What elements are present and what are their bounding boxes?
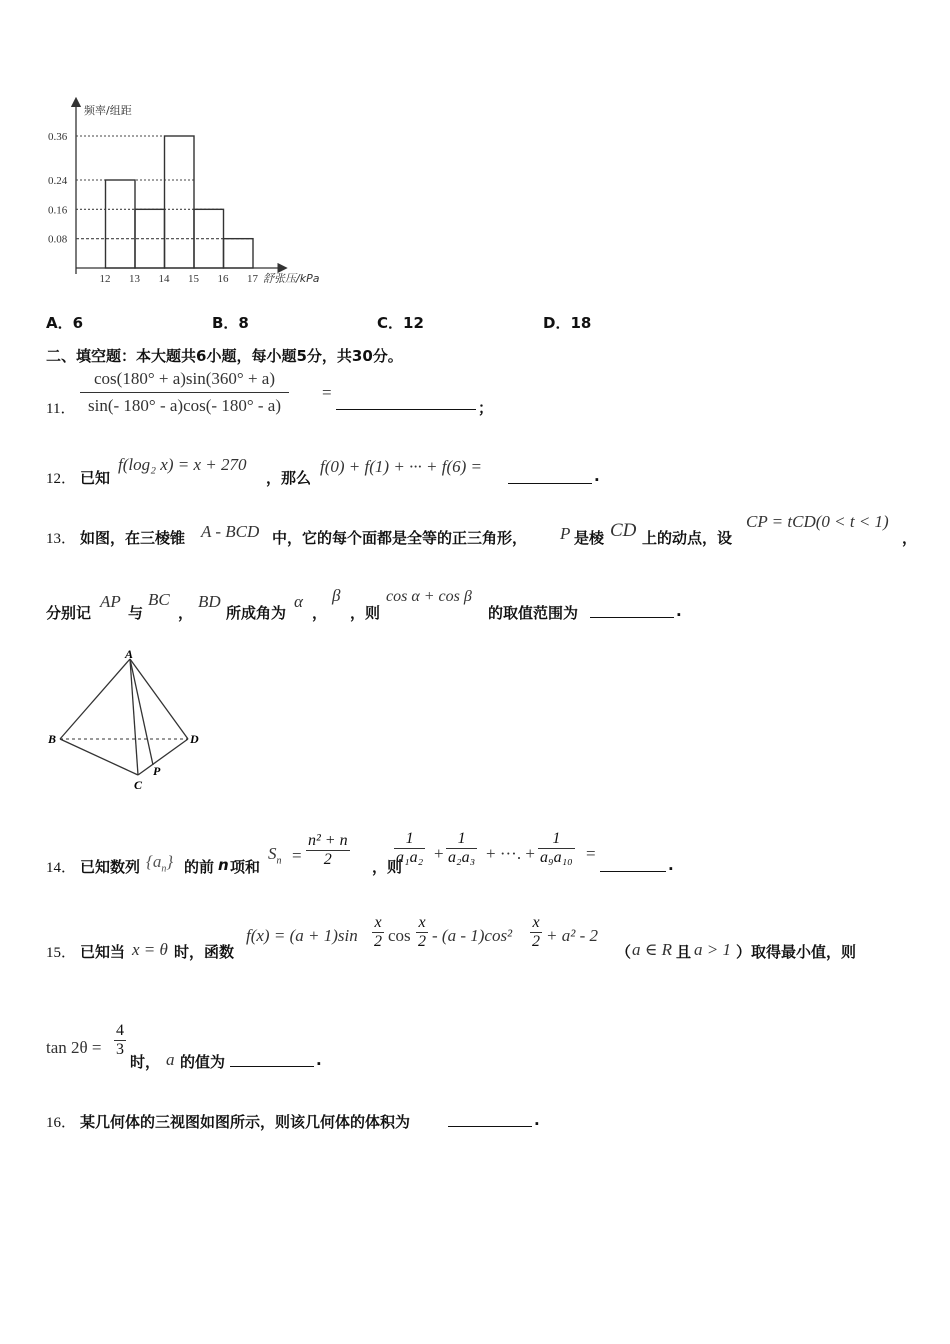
q14-text1: 已知数列 bbox=[80, 858, 141, 876]
q14-text2: 的前 bbox=[184, 858, 215, 876]
q13-answer-blank[interactable] bbox=[590, 603, 674, 618]
choice-a: A．6 bbox=[46, 314, 84, 332]
q11-equals: = bbox=[322, 383, 332, 402]
q12-lead: 已知 bbox=[80, 469, 111, 487]
x-tick-label: 12 bbox=[99, 273, 111, 285]
q13-text3: 是棱 bbox=[574, 529, 605, 547]
q14-eq2: = bbox=[586, 844, 596, 863]
q14-term2 bbox=[446, 830, 477, 867]
q14-sn-fraction bbox=[306, 832, 350, 869]
q14-term3-num: 1 bbox=[538, 830, 575, 849]
q15-tan-frac bbox=[114, 1022, 126, 1059]
q13-tetrahedron-name: A - BCD bbox=[201, 522, 260, 541]
q14-dots: + ···. + bbox=[486, 844, 535, 863]
q14-term1 bbox=[394, 830, 425, 867]
q15-number: 15． bbox=[46, 945, 77, 961]
q13-point-p: P bbox=[560, 524, 571, 543]
q14-s-letter: S bbox=[268, 844, 277, 863]
x-axis-label: 舒张压/kPa bbox=[263, 272, 320, 285]
q13-text1: 如图，在三棱锥 bbox=[80, 529, 186, 547]
q15-a: a bbox=[166, 1050, 175, 1069]
q13-text5: ， bbox=[902, 529, 918, 547]
q15-func-tail: + a² - 2 bbox=[546, 926, 598, 945]
x-tick-label: 17 bbox=[247, 273, 258, 285]
choice-d: D．18 bbox=[543, 314, 592, 332]
q12-number: 12． bbox=[46, 471, 77, 487]
q13-beta: β bbox=[332, 586, 341, 605]
q13-number: 13． bbox=[46, 531, 77, 547]
q14-term2-den: a₂a₃ bbox=[448, 849, 476, 866]
q13-segment-bc: BC bbox=[148, 590, 170, 609]
q15-tan-lead: tan 2θ = bbox=[46, 1038, 102, 1057]
q14-tail: . bbox=[668, 856, 674, 874]
q15-frac1-den: 2 bbox=[374, 933, 382, 950]
x-tick-label: 15 bbox=[188, 273, 199, 285]
q12-expression: f(0) + f(1) + ··· + f(6) = bbox=[320, 457, 483, 476]
tetrahedron-figure bbox=[40, 644, 210, 796]
q13-tail: . bbox=[676, 602, 682, 620]
q13-text7: 与 bbox=[128, 604, 144, 622]
q15-cond-ar: a ∈ R bbox=[632, 940, 672, 959]
q16-answer-blank[interactable] bbox=[448, 1112, 532, 1127]
y-axis-label: 频率/组距 bbox=[84, 104, 132, 117]
q14-seq-sub: n bbox=[161, 863, 167, 875]
q15-frac1 bbox=[372, 914, 384, 951]
q15-frac3 bbox=[530, 914, 542, 951]
q15-frac1-num: x bbox=[372, 914, 384, 933]
q15-tail: . bbox=[316, 1051, 322, 1069]
q14-term2-num: 1 bbox=[446, 830, 477, 849]
q11-number: 11． bbox=[46, 401, 76, 417]
y-tick-label: 0.36 bbox=[48, 131, 68, 143]
histogram-bar bbox=[106, 180, 136, 268]
q14-number: 14． bbox=[46, 860, 77, 876]
q13-text10: ， bbox=[312, 604, 328, 622]
q15-x-theta: x = θ bbox=[132, 940, 168, 959]
q15-text3: 时， bbox=[130, 1053, 161, 1071]
q11-answer-blank[interactable] bbox=[336, 395, 476, 410]
q14-text3: 项和 bbox=[230, 858, 261, 876]
q15-text4: 的值为 bbox=[180, 1053, 226, 1071]
q15-cos: cos bbox=[388, 926, 411, 945]
label-a: A bbox=[125, 647, 134, 661]
q14-term1-den: a₁a₂ bbox=[396, 849, 424, 866]
q15-cond-close: ）取得最小值，则 bbox=[736, 943, 857, 961]
y-tick-label: 0.08 bbox=[48, 233, 68, 246]
q13-text2: 中，它的每个面都是全等的正三角形， bbox=[272, 529, 528, 547]
q13-condition: CP = tCD(0 < t < 1) bbox=[746, 512, 889, 531]
label-p: P bbox=[153, 764, 161, 778]
label-b: B bbox=[48, 732, 57, 746]
q15-cond-a-gt-1: a > 1 bbox=[694, 940, 731, 959]
q11-numerator: cos(180° + a)sin(360° + a) bbox=[80, 369, 289, 393]
q14-term1-num: 1 bbox=[394, 830, 425, 849]
q14-sn-numerator: n² + n bbox=[308, 832, 348, 849]
edge-bc bbox=[60, 739, 138, 775]
q13-text9: 所成角为 bbox=[226, 604, 287, 622]
q15-tan-den: 3 bbox=[116, 1041, 124, 1058]
q14-eq: = bbox=[292, 846, 302, 865]
section2-heading: 二、填空题：本大题共6小题，每小题5分，共30分。 bbox=[46, 347, 403, 365]
histogram-bar bbox=[224, 239, 254, 268]
q15-frac3-num: x bbox=[530, 914, 542, 933]
histogram-chart bbox=[40, 96, 350, 296]
x-tick-label: 16 bbox=[217, 273, 229, 285]
q15-frac2-num: x bbox=[416, 914, 428, 933]
x-tick-label: 14 bbox=[158, 273, 170, 285]
edge-ab bbox=[60, 659, 130, 739]
q16-number: 16． bbox=[46, 1115, 77, 1131]
q12-tail: . bbox=[594, 467, 600, 485]
q14-term3-den: a₉a₁₀ bbox=[540, 849, 573, 866]
q15-cond-and: 且 bbox=[676, 943, 692, 961]
q16-text: 某几何体的三视图如图所示，则该几何体的体积为 bbox=[80, 1113, 411, 1131]
choice-b: B．8 bbox=[212, 314, 249, 332]
q15-func-mid: - (a - 1)cos² bbox=[432, 926, 513, 945]
q14-plus: + bbox=[434, 844, 444, 863]
q12-answer-blank[interactable] bbox=[508, 469, 592, 484]
q13-text8: ， bbox=[178, 604, 194, 622]
q14-n: n bbox=[218, 856, 229, 874]
q11-tail: ； bbox=[478, 399, 494, 417]
histogram-bar bbox=[165, 136, 195, 268]
edge-cd bbox=[138, 739, 188, 775]
q15-frac3-den: 2 bbox=[532, 933, 540, 950]
q13-text6: 分别记 bbox=[46, 604, 92, 622]
q14-sn-denominator: 2 bbox=[323, 851, 332, 868]
q14-seq-letter: a bbox=[152, 852, 162, 871]
q15-frac2 bbox=[416, 914, 428, 951]
q11-denominator: sin(- 180° - a)cos(- 180° - a) bbox=[88, 396, 281, 415]
q15-tan-num: 4 bbox=[116, 1022, 124, 1039]
q13-segment-bd: BD bbox=[198, 592, 221, 611]
q15-cond-open: （ bbox=[616, 943, 632, 961]
x-tick-label: 13 bbox=[129, 273, 140, 285]
q16-tail: . bbox=[534, 1111, 540, 1129]
q13-cos-sum: cos α + cos β bbox=[386, 588, 472, 605]
q14-term3 bbox=[538, 830, 575, 867]
q14-s-sub: n bbox=[276, 855, 282, 867]
q15-answer-blank[interactable] bbox=[230, 1052, 314, 1067]
histogram-labels bbox=[48, 103, 320, 285]
label-d: D bbox=[190, 732, 199, 746]
q15-text2: 时，函数 bbox=[174, 943, 235, 961]
q11-fraction bbox=[80, 369, 289, 416]
q12-function: f(log₂ x) = x + 270 bbox=[118, 455, 247, 474]
q14-answer-blank[interactable] bbox=[600, 857, 666, 872]
q15-frac2-den: 2 bbox=[418, 933, 426, 950]
histogram-bar bbox=[135, 209, 165, 268]
label-c: C bbox=[134, 778, 143, 792]
q12-mid: ，那么 bbox=[266, 469, 312, 487]
choice-c: C．12 bbox=[377, 314, 424, 332]
q14-text4: ，则 bbox=[372, 858, 403, 876]
q14-sequence: $\{a_n\}$ bbox=[146, 852, 174, 875]
histogram-axes bbox=[76, 102, 283, 274]
histogram-bars bbox=[106, 136, 254, 268]
q13-text4: 上的动点，设 bbox=[642, 529, 733, 547]
q13-segment-ap: AP bbox=[100, 592, 121, 611]
q13-text12: 的取值范围为 bbox=[488, 604, 579, 622]
y-tick-label: 0.24 bbox=[48, 175, 68, 187]
y-tick-label: 0.16 bbox=[48, 204, 68, 217]
q14-sn bbox=[268, 844, 282, 866]
q13-alpha: α bbox=[294, 592, 303, 611]
q15-func-lead: f(x) = (a + 1)sin bbox=[246, 926, 358, 945]
q13-edge-cd: CD bbox=[610, 520, 637, 541]
q13-text11: ，则 bbox=[350, 604, 381, 622]
q15-text1: 已知当 bbox=[80, 943, 126, 961]
